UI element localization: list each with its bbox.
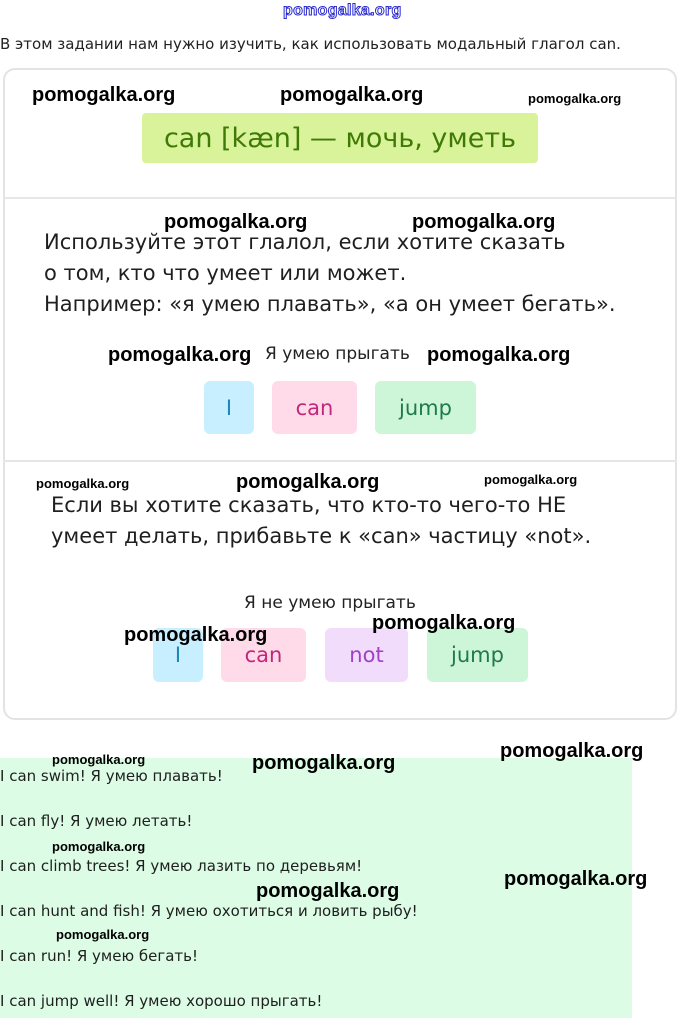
- example1-word-i: I: [204, 381, 254, 434]
- sentence-5: I can run! Я умею бегать!: [0, 947, 199, 965]
- rule1-line3: Например: «я умею плавать», «а он умеет бегать».: [44, 292, 616, 316]
- top-watermark: pomogalka.org: [283, 2, 402, 19]
- watermark: pomogalka.org: [236, 471, 380, 493]
- example2-word-i: I: [153, 628, 203, 682]
- sentence-6: I can jump well! Я умею хорошо прыгать!: [0, 992, 323, 1010]
- card-divider-2: [3, 460, 677, 462]
- example2-word-not: not: [325, 628, 408, 682]
- watermark: pomogalka.org: [36, 476, 130, 491]
- watermark: pomogalka.org: [52, 839, 146, 854]
- watermark: pomogalka.org: [504, 868, 648, 890]
- watermark: pomogalka.org: [412, 211, 556, 233]
- definition-text: can [kæn] — мочь, уметь: [163, 122, 517, 154]
- intro-text: В этом задании нам нужно изучить, как использовать модальный глагол can.: [0, 35, 621, 53]
- example1-word-can: can: [272, 381, 357, 434]
- rule2-line2: умеет делать, прибавьте к «can» частицу «not».: [51, 524, 592, 548]
- watermark: pomogalka.org: [164, 211, 308, 233]
- watermark: pomogalka.org: [252, 752, 396, 774]
- definition-box: [142, 113, 538, 163]
- watermark: pomogalka.org: [52, 752, 146, 767]
- rule2-line1: Если вы хотите сказать, что кто-то чего-то НЕ: [51, 493, 567, 517]
- example1-caption: Я умею прыгать: [265, 344, 410, 364]
- card-divider-1: [3, 197, 677, 199]
- rule1-line2: о том, кто что умеет или может.: [44, 261, 407, 285]
- sentence-3: I can climb trees! Я умею лазить по деревьям!: [0, 857, 363, 875]
- watermark: pomogalka.org: [427, 344, 571, 366]
- sentence-4: I can hunt and fish! Я умею охотиться и ловить рыбу!: [0, 902, 418, 920]
- watermark: pomogalka.org: [256, 880, 400, 902]
- sentence-2: I can fly! Я умею летать!: [0, 812, 193, 830]
- watermark: pomogalka.org: [372, 612, 516, 634]
- watermark: pomogalka.org: [108, 344, 252, 366]
- watermark: pomogalka.org: [56, 927, 150, 942]
- sentence-1: I can swim! Я умею плавать!: [0, 767, 223, 785]
- watermark: pomogalka.org: [32, 84, 176, 106]
- watermark: pomogalka.org: [528, 91, 622, 106]
- watermark: pomogalka.org: [484, 472, 578, 487]
- example1-word-jump: jump: [375, 381, 476, 434]
- example2-word-jump: jump: [427, 628, 528, 682]
- rule1-line1: Используйте этот глалол, если хотите сказать: [44, 230, 566, 254]
- watermark: pomogalka.org: [500, 740, 644, 762]
- watermark: pomogalka.org: [280, 84, 424, 106]
- watermark: pomogalka.org: [124, 624, 268, 646]
- example2-caption: Я не умею прыгать: [244, 593, 416, 613]
- example2-word-can: can: [221, 628, 306, 682]
